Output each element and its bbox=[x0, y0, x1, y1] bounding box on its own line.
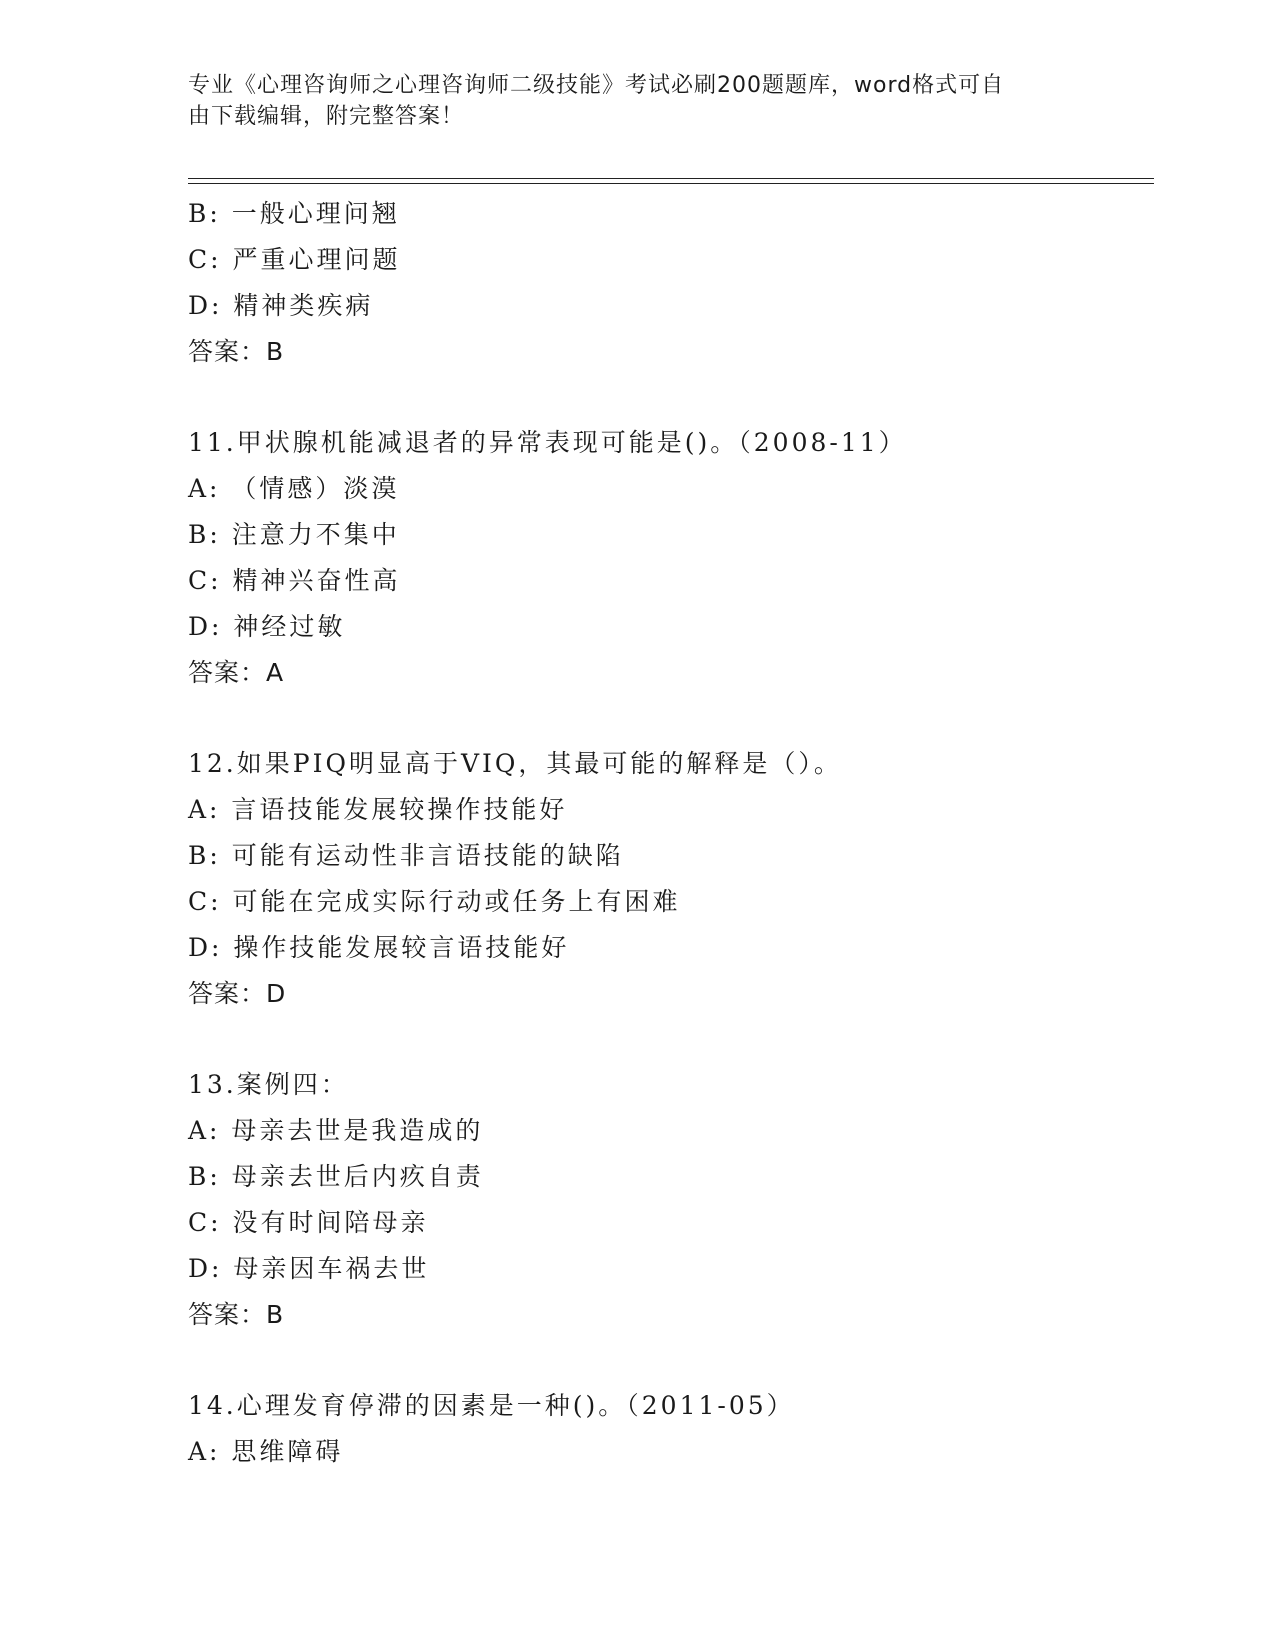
header-divider-top bbox=[188, 178, 1154, 179]
question-block-14 bbox=[188, 1383, 1148, 1475]
question-block-13 bbox=[188, 1062, 1148, 1338]
option-c: C: 没有时间陪母亲 bbox=[188, 1208, 429, 1237]
question-list bbox=[188, 191, 1148, 1475]
option-c: C: 可能在完成实际行动或任务上有困难 bbox=[188, 887, 681, 916]
document-header bbox=[188, 70, 1088, 132]
answer-line: 答案：A bbox=[188, 658, 285, 687]
option-b: B: 一般心理问翘 bbox=[188, 199, 400, 228]
answer-line: 答案：B bbox=[188, 1300, 285, 1329]
option-a: A: 思维障碍 bbox=[188, 1437, 344, 1466]
question-text: 12.如果PIQ明显高于VIQ，其最可能的解释是（）。 bbox=[188, 749, 842, 778]
header-divider-bottom bbox=[188, 183, 1154, 184]
question-block-partial bbox=[188, 191, 1148, 375]
option-b: B: 注意力不集中 bbox=[188, 520, 400, 549]
option-a: A: 言语技能发展较操作技能好 bbox=[188, 795, 568, 824]
option-b: B: 母亲去世后内疚自责 bbox=[188, 1162, 484, 1191]
option-d: D: 神经过敏 bbox=[188, 612, 346, 641]
option-b: B: 可能有运动性非言语技能的缺陷 bbox=[188, 841, 624, 870]
question-text: 14.心理发育停滞的因素是一种()。（2011-05） bbox=[188, 1391, 795, 1420]
option-c: C: 精神兴奋性高 bbox=[188, 566, 401, 595]
question-text: 13.案例四： bbox=[188, 1070, 349, 1099]
option-d: D: 操作技能发展较言语技能好 bbox=[188, 933, 570, 962]
option-c: C: 严重心理问题 bbox=[188, 245, 401, 274]
answer-line: 答案：B bbox=[188, 337, 285, 366]
answer-line: 答案：D bbox=[188, 979, 287, 1008]
question-text: 11.甲状腺机能减退者的异常表现可能是()。（2008-11） bbox=[188, 428, 907, 457]
header-line-1: 专业《心理咨询师之心理咨询师二级技能》考试必刷200题题库，word格式可自 bbox=[188, 73, 1005, 98]
question-block-11 bbox=[188, 420, 1148, 696]
option-a: A: 母亲去世是我造成的 bbox=[188, 1116, 484, 1145]
option-d: D: 母亲因车祸去世 bbox=[188, 1254, 430, 1283]
option-a: A: （情感）淡漠 bbox=[188, 474, 400, 503]
question-block-12 bbox=[188, 741, 1148, 1017]
header-line-2: 由下载编辑，附完整答案！ bbox=[188, 104, 465, 129]
option-d: D: 精神类疾病 bbox=[188, 291, 374, 320]
